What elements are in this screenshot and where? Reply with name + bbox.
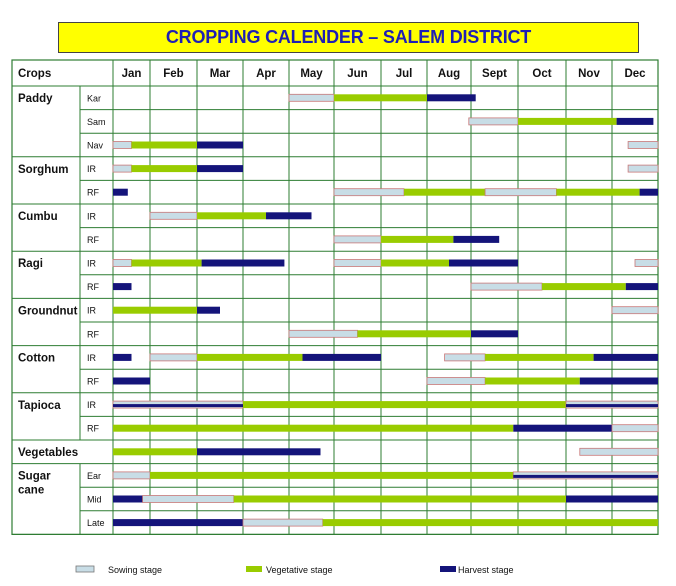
- harvest-bar: [617, 118, 654, 125]
- sowing-bar: [113, 165, 132, 172]
- vegetative-bar: [358, 330, 472, 337]
- harvest-bar: [266, 212, 312, 219]
- harvest-bar: [113, 496, 143, 503]
- season-label: IR: [87, 352, 96, 363]
- harvest-bar: [626, 283, 658, 290]
- vegetative-bar: [132, 165, 198, 172]
- season-label: Mid: [87, 494, 102, 505]
- month-label: Feb: [163, 68, 184, 80]
- season-label: IR: [87, 400, 96, 411]
- harvest-bar: [197, 142, 243, 149]
- sowing-bar: [113, 260, 132, 267]
- sowing-bar: [113, 142, 132, 149]
- header-crops: Crops: [18, 68, 52, 80]
- season-label: RF: [87, 376, 99, 387]
- vegetative-bar: [150, 472, 513, 479]
- sowing-bar: [628, 142, 658, 149]
- season-label: IR: [87, 305, 96, 316]
- legend-swatch-sowing: [76, 566, 94, 572]
- sowing-bar: [580, 448, 658, 455]
- vegetative-bar: [243, 401, 566, 408]
- crop-label: Paddy: [18, 93, 53, 105]
- harvest-bar: [594, 354, 658, 361]
- crop-label: Cotton: [18, 352, 56, 365]
- legend-swatch-vegetative: [246, 566, 262, 572]
- sowing-bar: [289, 330, 358, 337]
- vegetative-bar: [132, 260, 202, 267]
- vegetative-bar: [381, 260, 449, 267]
- harvest-bar: [640, 189, 658, 196]
- harvest-bar: [471, 330, 518, 337]
- legend-label-harvest: Harvest stage: [458, 565, 514, 575]
- harvest-bar: [580, 378, 658, 385]
- sowing-bar: [485, 189, 556, 196]
- vegetative-bar: [113, 307, 197, 314]
- season-label: Late: [87, 518, 105, 529]
- harvest-bar: [566, 496, 658, 503]
- month-label: Apr: [256, 68, 276, 80]
- vegetative-bar: [197, 212, 266, 219]
- harvest-bar: [113, 283, 132, 290]
- sowing-bar: [334, 260, 381, 267]
- harvest-bar: [113, 519, 243, 526]
- month-label: Sept: [482, 68, 507, 80]
- vegetative-bar: [485, 354, 593, 361]
- sowing-bar: [612, 425, 658, 432]
- vegetative-bar: [132, 142, 198, 149]
- harvest-bar: [449, 260, 518, 267]
- sowing-bar: [334, 189, 404, 196]
- vegetative-bar: [113, 448, 197, 455]
- harvest-bar: [566, 404, 658, 407]
- season-label: RF: [87, 282, 99, 293]
- sowing-bar: [612, 307, 658, 314]
- month-label: Oct: [532, 68, 552, 80]
- harvest-bar: [113, 404, 243, 407]
- sowing-bar: [150, 212, 197, 219]
- vegetative-bar: [556, 189, 639, 196]
- season-label: RF: [87, 187, 99, 198]
- sowing-bar: [469, 118, 518, 125]
- crop-label: Cumbu: [18, 211, 58, 223]
- season-label: Sam: [87, 116, 106, 127]
- legend-label-sowing: Sowing stage: [108, 565, 163, 575]
- sowing-bar: [150, 354, 197, 361]
- harvest-bar: [113, 354, 132, 361]
- harvest-bar: [513, 425, 612, 432]
- month-label: May: [300, 68, 323, 80]
- crop-label: Sugar: [18, 470, 51, 483]
- crop-label: Groundnut: [18, 305, 78, 318]
- sowing-bar: [113, 472, 150, 479]
- month-label: Jul: [395, 68, 413, 80]
- month-label: Aug: [437, 68, 461, 80]
- harvest-bar: [202, 260, 285, 267]
- harvest-bar: [427, 94, 476, 101]
- crop-label: Tapioca: [18, 399, 61, 412]
- sowing-bar: [471, 283, 542, 290]
- vegetative-bar: [323, 519, 658, 526]
- vegetative-bar: [197, 354, 303, 361]
- crop-label: Sorghum: [18, 163, 69, 176]
- sowing-bar: [143, 496, 234, 503]
- month-label: Jan: [121, 68, 142, 80]
- sowing-bar: [628, 165, 658, 172]
- harvest-bar: [303, 354, 382, 361]
- vegetative-bar: [234, 496, 566, 503]
- season-label: Kar: [87, 93, 102, 104]
- legend-swatch-harvest: [440, 566, 456, 572]
- month-label: Mar: [209, 68, 231, 80]
- month-label: Nov: [578, 68, 600, 80]
- vegetative-bar: [113, 425, 513, 432]
- sowing-bar: [243, 519, 323, 526]
- vegetative-bar: [404, 189, 485, 196]
- harvest-bar: [113, 189, 128, 196]
- sowing-bar: [427, 378, 485, 385]
- sowing-bar: [635, 260, 658, 267]
- harvest-bar: [197, 448, 321, 455]
- season-label: IR: [87, 211, 96, 222]
- chart-title: CROPPING CALENDER – SALEM DISTRICT: [165, 27, 532, 47]
- legend-label-vegetative: Vegetative stage: [266, 565, 333, 575]
- vegetative-bar: [381, 236, 453, 243]
- vegetative-bar: [334, 94, 427, 101]
- season-label: RF: [87, 423, 99, 434]
- sowing-bar: [334, 236, 381, 243]
- crop-label: Ragi: [18, 258, 43, 271]
- season-label: Ear: [87, 470, 102, 481]
- vegetative-bar: [485, 378, 580, 385]
- month-label: Dec: [624, 68, 646, 80]
- sowing-bar: [445, 354, 486, 361]
- season-label: RF: [87, 234, 99, 245]
- vegetative-bar: [542, 283, 626, 290]
- harvest-bar: [453, 236, 499, 243]
- vegetative-bar: [518, 118, 617, 125]
- season-label: Nav: [87, 140, 104, 151]
- season-label: IR: [87, 258, 96, 269]
- harvest-bar: [197, 165, 243, 172]
- sowing-bar: [289, 94, 334, 101]
- crop-label: cane: [18, 484, 45, 497]
- harvest-bar: [113, 378, 150, 385]
- season-label: IR: [87, 164, 96, 175]
- harvest-bar: [513, 475, 658, 478]
- month-label: Jun: [347, 68, 368, 80]
- harvest-bar: [197, 307, 220, 314]
- crop-label: Vegetables: [18, 447, 79, 459]
- season-label: RF: [87, 329, 99, 340]
